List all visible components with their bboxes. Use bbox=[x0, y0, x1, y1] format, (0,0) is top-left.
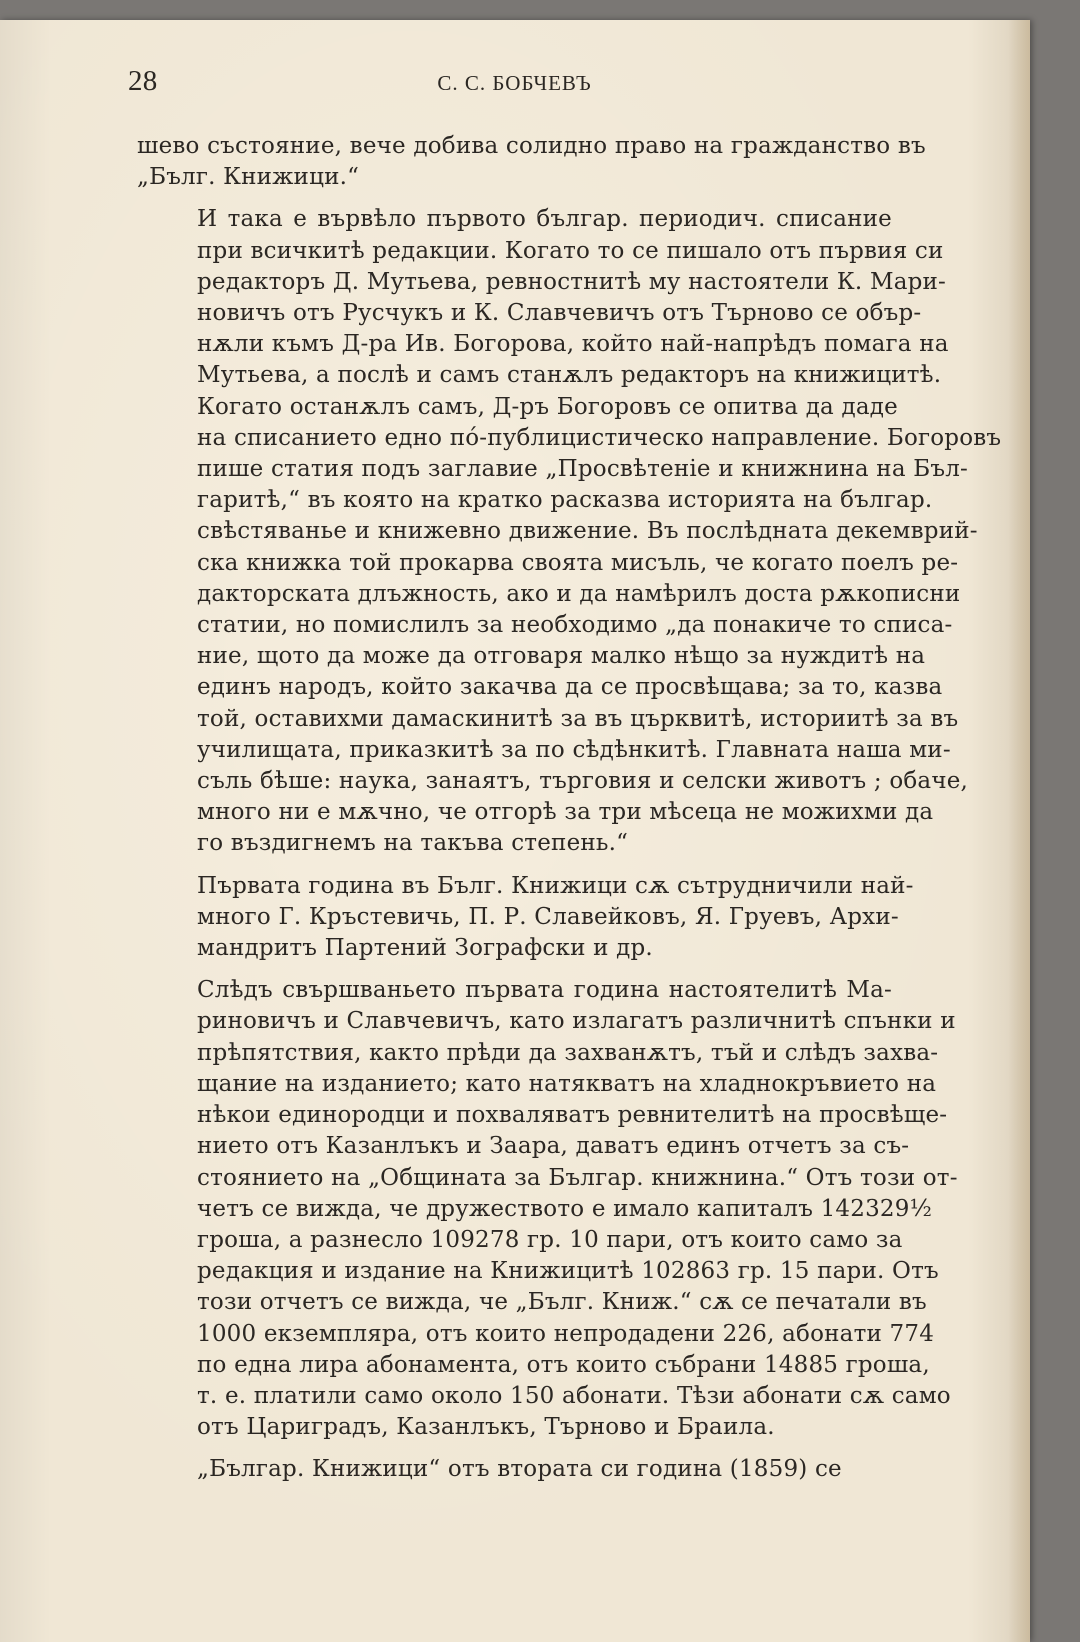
text-line: училищата, приказкитѣ за по сѣдѣнкитѣ. Главната наша ми- bbox=[197, 736, 951, 763]
text-line: шево състояние, вече добива солидно право на гражданство въ bbox=[137, 133, 926, 159]
text-line: прѣпятствия, както прѣди да захванѫтъ, тъй и слѣдъ захва- bbox=[197, 1039, 939, 1066]
text-line: нието отъ Казанлъкъ и Заара, даватъ единъ отчетъ за съ- bbox=[197, 1133, 910, 1160]
page-header bbox=[128, 62, 892, 102]
text-line: много Г. Кръстевичь, П. Р. Славейковъ, Я. Груевъ, Архи- bbox=[197, 903, 899, 930]
text-line: Когато останѫлъ самъ, Д-ръ Богоровъ се опитва да даде bbox=[197, 393, 898, 420]
text-line: редакция и издание на Книжицитѣ 102863 гр. 15 пари. Отъ bbox=[197, 1258, 939, 1285]
text-line: редакторъ Д. Мутьева, ревностнитѣ му настоятели К. Мари- bbox=[197, 268, 947, 295]
text-line: го въздигнемъ на такъва степень.“ bbox=[197, 830, 629, 857]
text-line: гроша, а разнесло 109278 гр. 10 пари, отъ които само за bbox=[197, 1226, 903, 1253]
text-line: свѣстяванье и книжевно движение. Въ послѣдната декемврий- bbox=[197, 518, 978, 545]
page-number: 28 bbox=[128, 65, 158, 97]
text-line: новичъ отъ Русчукъ и К. Славчевичъ отъ Търново се обър- bbox=[197, 300, 922, 327]
text-line: много ни е мѫчно, че отгорѣ за три мѣсеца не можихми да bbox=[197, 799, 934, 826]
text-line: щание на изданието; като натякватъ на хладнокръвието на bbox=[197, 1070, 937, 1097]
text-line: „Бълг. Книжици.“ bbox=[137, 164, 360, 191]
text-line: стоянието на „Общината за Българ. книжнина.“ Отъ този от- bbox=[197, 1164, 958, 1191]
paragraph bbox=[137, 131, 926, 193]
text-line: единъ народъ, който закачва да се просвѣщава; за то, казва bbox=[197, 674, 943, 701]
text-line: И така е вървѣло първото българ. периодич. списание bbox=[197, 206, 892, 233]
text-line: ска книжка той прокарва своята мисъль, че когато поелъ ре- bbox=[197, 549, 959, 576]
text-line: съль бѣше: наука, занаятъ, търговия и селски животъ ; обаче, bbox=[197, 768, 969, 795]
text-line: четъ се вижда, че дружеството е имало капиталъ 142329½ bbox=[197, 1195, 933, 1222]
text-line: риновичъ и Славчевичъ, като излагатъ различнитѣ спънки и bbox=[197, 1008, 956, 1035]
text-line: нѫли къмъ Д-ра Ив. Богорова, който най-напрѣдъ помага на bbox=[197, 331, 949, 358]
text-line: пише статия подъ заглавие „Просвѣтеніе и книжнина на Бъл- bbox=[197, 456, 968, 483]
page-content bbox=[128, 62, 1002, 1497]
text-line: при всичкитѣ редакции. Когато то се пишало отъ първия си bbox=[197, 237, 944, 264]
text-line: мандритъ Партений Зографски и др. bbox=[197, 935, 653, 962]
paragraph bbox=[137, 975, 958, 1443]
text-line: статии, но помислилъ за необходимо „да понакиче то списа- bbox=[197, 612, 953, 639]
text-line: дакторската длъжность, ако и да намѣрилъ доста рѫкописни bbox=[197, 580, 961, 607]
paragraph bbox=[137, 1454, 892, 1485]
text-line: 1000 екземпляра, отъ които непродадени 226, абонати 774 bbox=[197, 1320, 935, 1347]
text-line: ние, щото да може да отговаря малко нѣщо за нуждитѣ на bbox=[197, 643, 926, 670]
text-line: Първата година въ Бълг. Книжици сѫ сътрудничили най- bbox=[197, 872, 914, 899]
text-line: т. е. платили само около 150 абонати. Тѣзи абонати сѫ само bbox=[197, 1382, 951, 1409]
text-line: нѣкои единородци и похваляватъ ревнителитѣ на просвѣще- bbox=[197, 1102, 948, 1129]
page-edge bbox=[1008, 20, 1030, 1642]
text-line: по една лира абонамента, отъ които събрани 14885 гроша, bbox=[197, 1351, 930, 1378]
text-line: този отчетъ се вижда, че „Бълг. Книж.“ сѫ се печатали въ bbox=[197, 1289, 927, 1316]
paragraph bbox=[137, 871, 914, 965]
text-line: гаритѣ,“ въ която на кратко расказва историята на българ. bbox=[197, 487, 933, 514]
text-line: Мутьева, а послѣ и самъ станѫлъ редакторъ на книжицитѣ. bbox=[197, 362, 942, 389]
text-line: отъ Цариградъ, Казанлъкъ, Търново и Браила. bbox=[197, 1414, 775, 1441]
body-text bbox=[137, 131, 1002, 1486]
text-line: Слѣдъ свършваньето първата година настоятелитѣ Ма- bbox=[197, 977, 892, 1004]
paragraph bbox=[137, 204, 1002, 859]
text-line: „Българ. Книжици“ отъ втората си година (1859) се bbox=[197, 1456, 842, 1483]
running-head: С. С. БОБЧЕВЪ bbox=[437, 71, 592, 95]
text-line: на списанието едно пó-публицистическо направление. Богоровъ bbox=[197, 424, 1002, 451]
text-line: той, оставихми дамаскинитѣ за въ църквитѣ, историитѣ за въ bbox=[197, 705, 959, 732]
book-page bbox=[0, 20, 1030, 1642]
